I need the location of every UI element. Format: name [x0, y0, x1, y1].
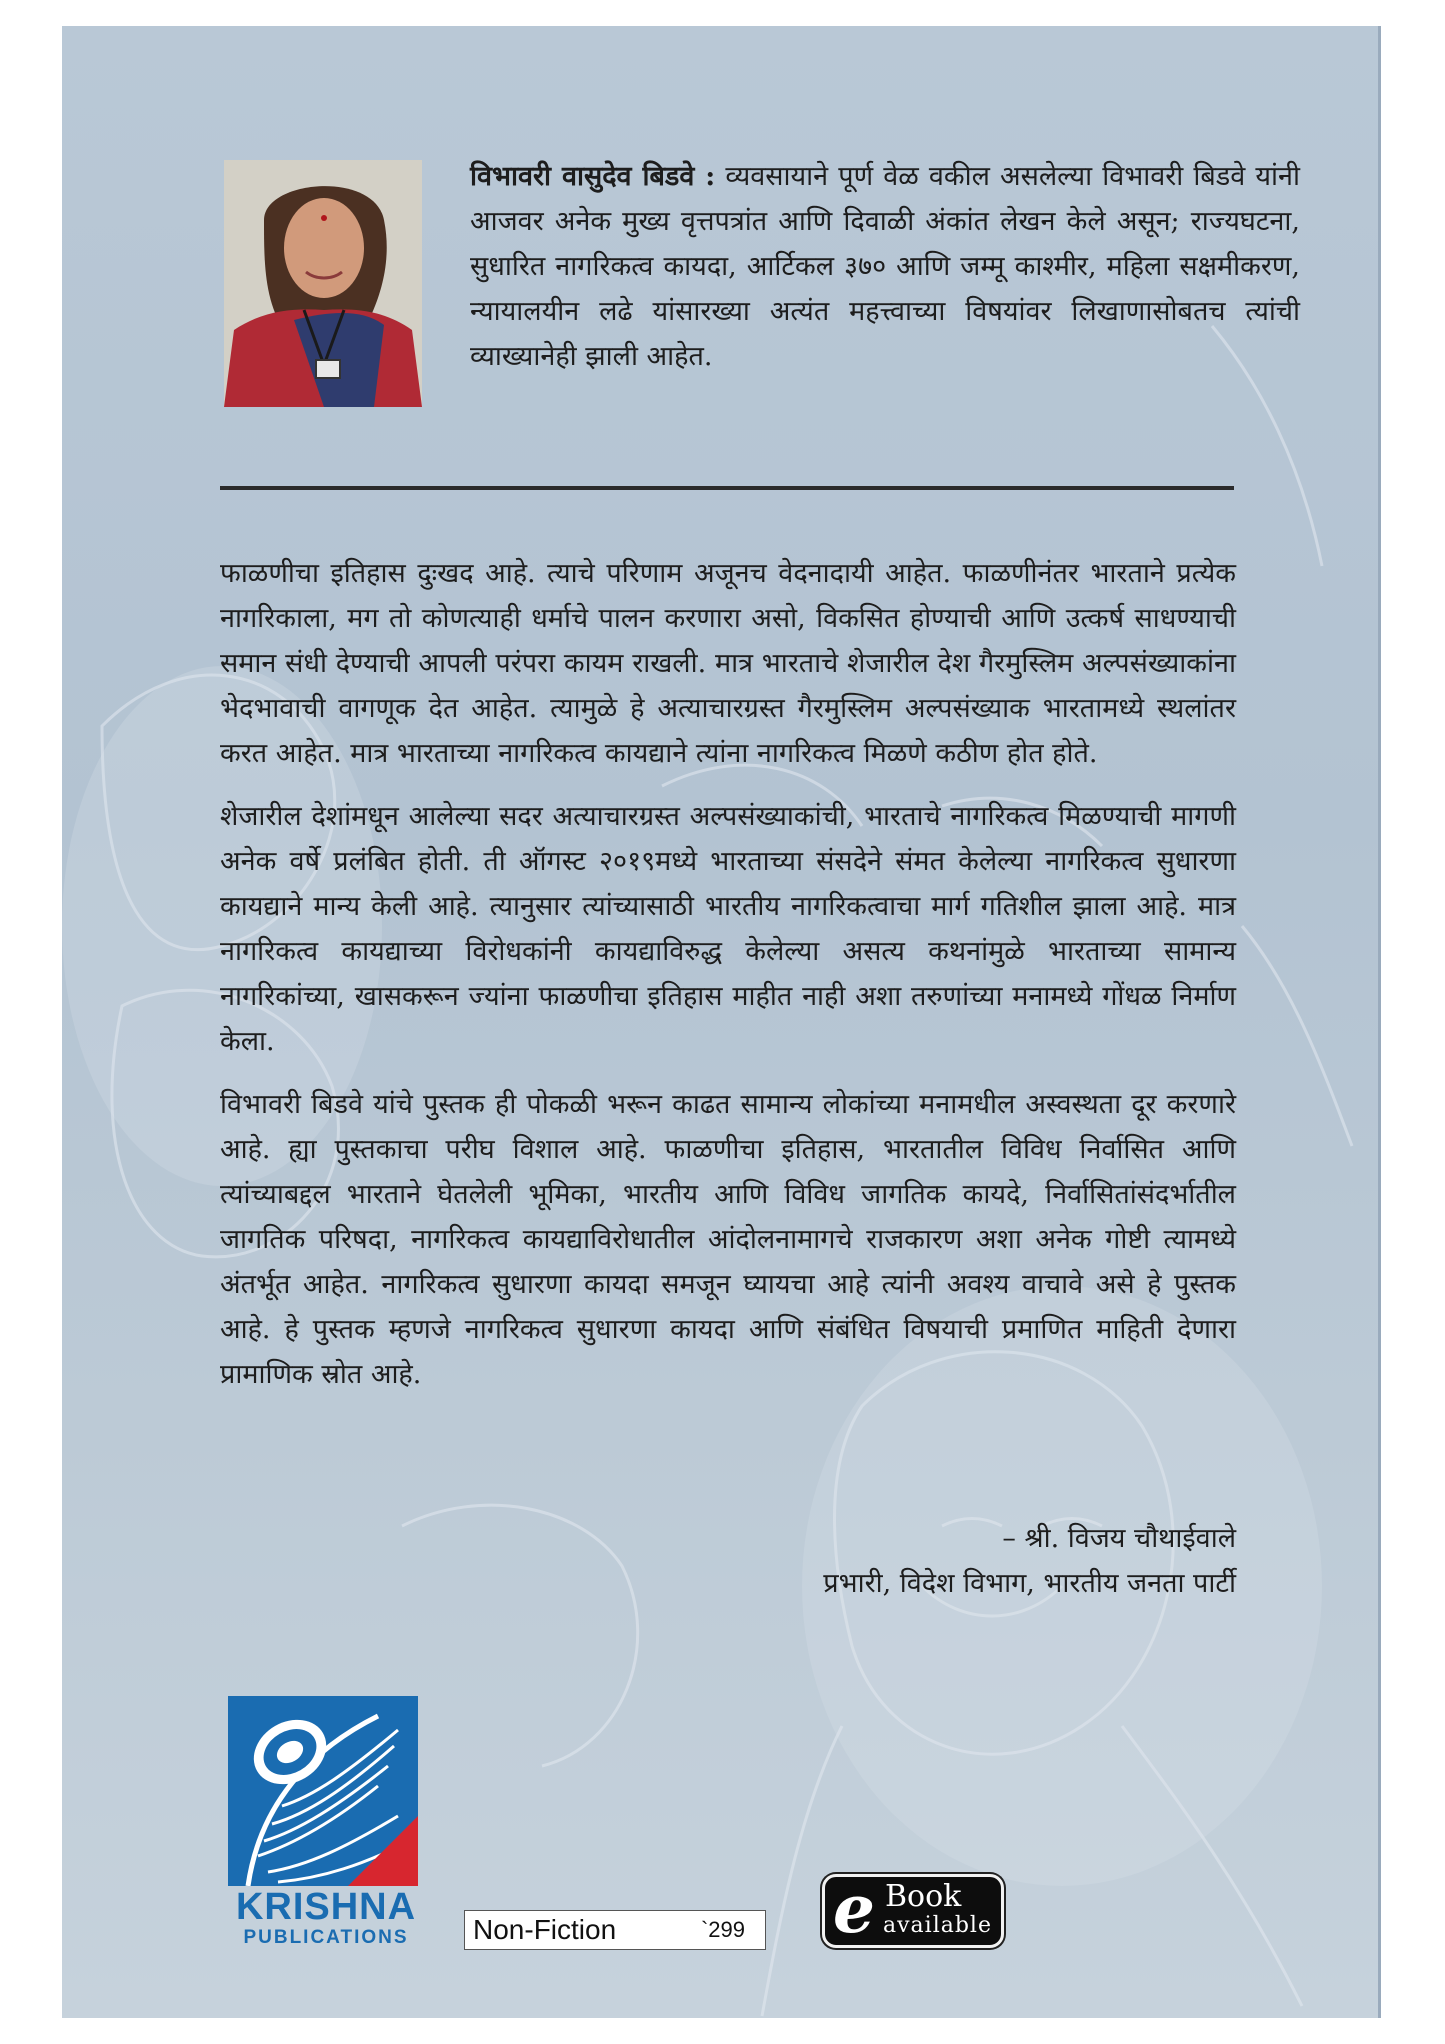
publisher-logo	[228, 1696, 418, 1886]
section-divider	[220, 486, 1234, 490]
blurb-paragraph: विभावरी बिडवे यांचे पुस्तक ही पोकळी भरून काढत सामान्य लोकांच्या मनामधील अस्वस्थता दूर करणारे आहे. ह्या पुस्तकाचा परीघ विशाल आहे. फाळणीचा इतिहास, भारतातील विविध निर्वासित आणि त्यांच्याबद्दल भारताने घेतलेली भूमिका, भारतीय आणि विविध जागतिक कायदे, निर्वासितांसंदर्भातील जागतिक परिषदा, नागरिकत्व कायद्याविरोधातील आंदोलनामागचे राजकारण अशा अनेक गोष्टी त्यामध्ये अंतर्भूत आहेत. नागरिकत्व सुधारणा कायदा समजून घ्यायचा आहे त्यांनी अवश्य वाचावे असे हे पुस्तक आहे. हे पुस्तक म्हणजे नागरिकत्व सुधारणा कायदा आणि संबंधित विषयाची प्रमाणित माहिती देणारा प्रामाणिक स्रोत आहे.	[220, 1089, 1236, 1390]
author-name: विभावरी वासुदेव बिडवे :	[470, 161, 716, 192]
endorser-name: – श्री. विजय चौथाईवाले	[1002, 1523, 1236, 1554]
ebook-e-icon: e	[833, 1870, 875, 1948]
genre-price-box	[464, 1910, 766, 1950]
author-bio	[470, 154, 1300, 379]
ebook-word: Book	[885, 1879, 962, 1914]
blurb	[220, 551, 1236, 1415]
author-bio-text: व्यवसायाने पूर्ण वेळ वकील असलेल्या विभावरी बिडवे यांनी आजवर अनेक मुख्य वृत्तपत्रांत आणि दिवाळी अंकांत लेखन केले असून; राज्यघटना, सुधारित नागरिकत्व कायदा, आर्टिकल ३७० आणि जम्मू काश्मीर, महिला सक्षमीकरण, न्यायालयीन लढे यांसारख्या अत्यंत महत्त्वाच्या विषयांवर लिखाणासोबतच त्यांची व्याख्यानेही झाली आहेत.	[470, 161, 1300, 372]
publisher-subtitle: PUBLICATIONS	[243, 1927, 409, 1948]
genre-label: Non-Fiction	[473, 1914, 617, 1945]
ebook-available-badge	[822, 1870, 1004, 1948]
peacock-feather-icon	[228, 1696, 418, 1886]
endorsement-signature	[662, 1516, 1236, 1606]
publisher-name: KRISHNA	[235, 1886, 417, 1928]
author-photo	[224, 160, 422, 407]
price-label: `299	[700, 1917, 745, 1942]
blurb-paragraph: फाळणीचा इतिहास दुःखद आहे. त्याचे परिणाम अजूनच वेदनादायी आहेत. फाळणीनंतर भारताने प्रत्येक नागरिकाला, मग तो कोणत्याही धर्माचे पालन करणारा असो, विकसित होण्याची आणि उत्कर्ष साधण्याची समान संधी देण्याची आपली परंपरा कायम राखली. मात्र भारताचे शेजारील देश गैरमुस्लिम अल्पसंख्याकांना भेदभावाची वागणूक देत आहेत. त्यामुळे हे अत्याचारग्रस्त गैरमुस्लिम अल्पसंख्याक भारतामध्ये स्थलांतर करत आहेत. मात्र भारताच्या नागरिकत्व कायद्याने त्यांना नागरिकत्व मिळणे कठीण होत होते.	[220, 558, 1236, 769]
blurb-paragraph: शेजारील देशांमधून आलेल्या सदर अत्याचारग्रस्त अल्पसंख्याकांची, भारताचे नागरिकत्व मिळण्याची मागणी अनेक वर्षे प्रलंबित होती. ती ऑगस्ट २०१९मध्ये भारताच्या संसदेने संमत केलेल्या नागरिकत्व सुधारणा कायद्याने मान्य केली आहे. त्यानुसार त्यांच्यासाठी भारतीय नागरिकत्वाचा मार्ग गतिशील झाला आहे. मात्र नागरिकत्व कायद्याच्या विरोधकांनी कायद्याविरुद्ध केलेल्या असत्य कथनांमुळे भारताच्या सामान्य नागरिकांच्या, खासकरून ज्यांना फाळणीचा इतिहास माहीत नाही अशा तरुणांच्या मनामध्ये गोंधळ निर्माण केला.	[220, 801, 1236, 1057]
endorser-designation: प्रभारी, विदेश विभाग, भारतीय जनता पार्टी	[823, 1568, 1236, 1599]
ebook-available-text: available	[883, 1913, 992, 1938]
back-cover	[62, 26, 1381, 2018]
